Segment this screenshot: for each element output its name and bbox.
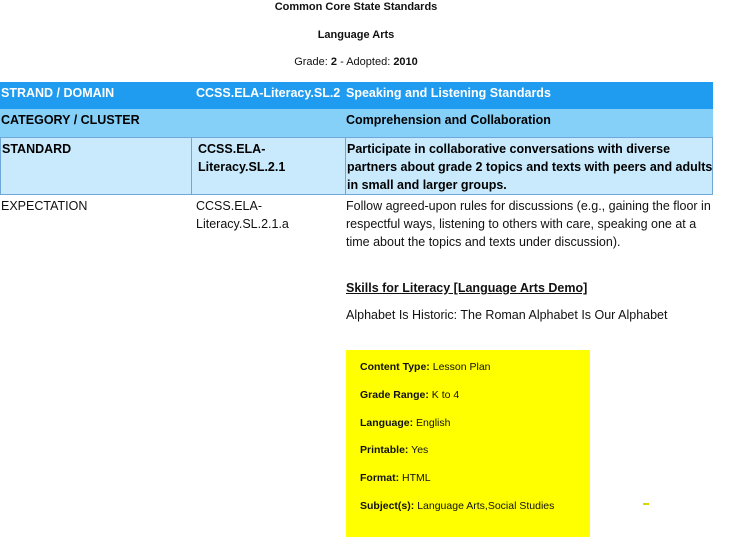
grade-label: Grade: <box>294 56 328 68</box>
standard-code: CCSS.ELA-Literacy.SL.2.1 <box>191 138 345 194</box>
meta-grade-range <box>360 388 590 416</box>
expectation-row <box>0 195 713 255</box>
skills-title-link[interactable]: Skills for Literacy [Language Arts Demo] <box>346 281 588 295</box>
meta-value: Language Arts,Social Studies <box>417 499 555 512</box>
meta-key: Printable: <box>360 444 409 457</box>
category-code <box>190 109 344 137</box>
expectation-code: CCSS.ELA-Literacy.SL.2.1.a <box>196 199 289 231</box>
meta-value: K to 4 <box>431 388 460 401</box>
expectation-label: EXPECTATION <box>1 199 88 213</box>
expectation-description: Follow agreed-upon rules for discussions (e.g., gaining the floor in respectful ways, listening to others with care, speaking one at a time about the topics and texts under discussion). <box>346 199 711 249</box>
standard-row <box>0 137 713 195</box>
meta-key: Language: <box>360 416 414 429</box>
strand-code: CCSS.ELA-Literacy.SL.2 <box>196 86 341 100</box>
meta-value: Lesson Plan <box>432 361 491 373</box>
grade-adopted-line <box>0 55 712 69</box>
adopted-value: 2010 <box>393 56 418 68</box>
meta-subjects <box>360 499 590 527</box>
resource-meta-box <box>346 350 590 537</box>
adopted-label: - Adopted: <box>340 56 391 68</box>
strand-row <box>0 82 713 109</box>
meta-value: Yes <box>411 444 429 457</box>
meta-format <box>360 471 590 499</box>
meta-key: Content Type: <box>360 361 430 373</box>
document-subject: Language Arts <box>317 29 395 41</box>
meta-language <box>360 416 590 444</box>
category-row <box>0 109 713 137</box>
standard-description: Participate in collaborative conversations with diverse partners about grade 2 topics and texts with peers and adults in small and larger groups. <box>345 138 714 194</box>
meta-value: HTML <box>402 472 431 485</box>
meta-key: Subject(s): <box>360 499 415 512</box>
strand-description: Speaking and Listening Standards <box>346 86 551 100</box>
grade-value: 2 <box>330 56 338 68</box>
meta-content-type <box>360 360 590 388</box>
strand-label: STRAND / DOMAIN <box>1 86 115 100</box>
meta-value: English <box>416 416 451 429</box>
category-label: CATEGORY / CLUSTER <box>1 113 140 127</box>
category-description: Comprehension and Collaboration <box>346 113 551 127</box>
meta-key: Grade Range: <box>360 388 429 401</box>
document-title: Common Core State Standards <box>274 1 438 13</box>
meta-key: Format: <box>360 472 400 485</box>
resource-title: Alphabet Is Historic: The Roman Alphabet Is Our Alphabet <box>346 308 668 322</box>
meta-printable <box>360 443 590 471</box>
standard-label: STANDARD <box>2 142 72 156</box>
stray-mark <box>643 503 649 505</box>
